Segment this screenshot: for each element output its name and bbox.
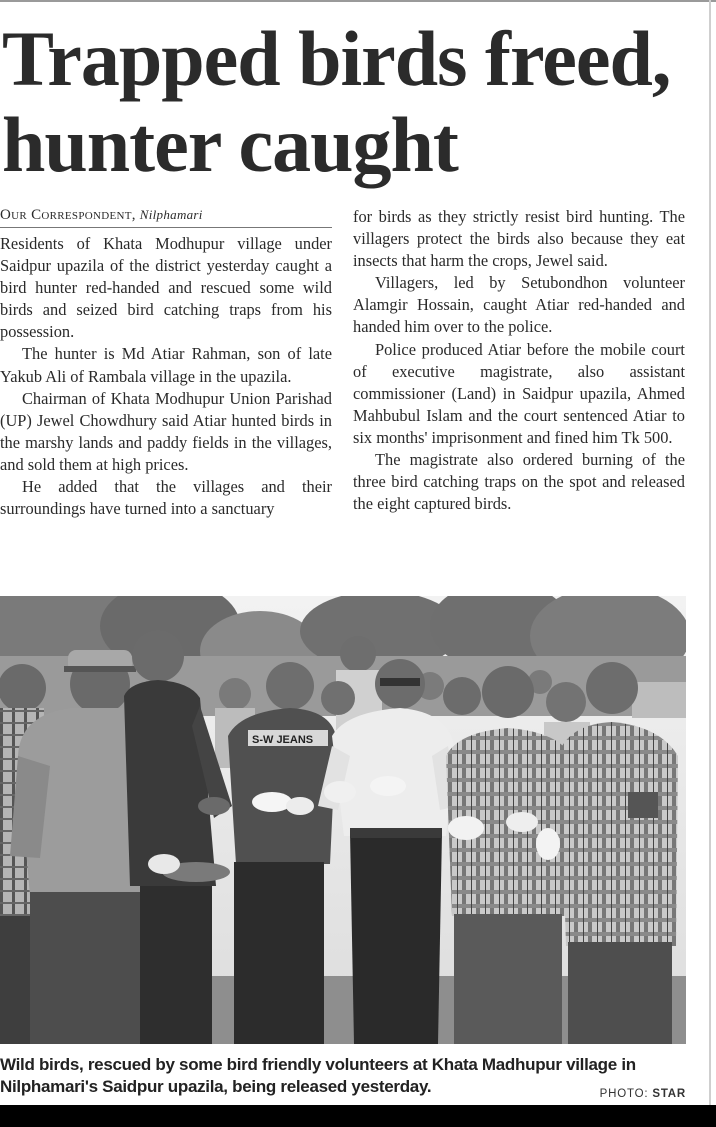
article-column-right (353, 206, 685, 515)
photo-credit (600, 1088, 686, 1100)
paragraph: He added that the villages and their surroundings have turned into a sanctuary (0, 477, 332, 519)
headline (2, 16, 707, 188)
photo-credit-label: PHOTO: (599, 1088, 649, 1100)
paragraph: Residents of Khata Modhupur village under Saidpur upazila of the district yesterday caught a bird hunter red-handed and rescued some wild birds and seized bird catching traps from his possession. (0, 234, 332, 342)
paragraph: The magistrate also ordered burning of the three bird catching traps on the spot and released the eight captured birds. (353, 450, 685, 514)
byline-author: Our Correspondent, (0, 207, 136, 223)
shirt-print: S-W JEANS (252, 734, 314, 746)
paragraph: The hunter is Md Atiar Rahman, son of late Yakub Ali of Rambala village in the upazila. (0, 344, 332, 386)
photo-illustration (0, 596, 686, 1044)
photo-credit-source: STAR (652, 1088, 686, 1100)
paragraph: Villagers, led by Setubondhon volunteer Alamgir Hossain, caught Atiar red-handed and handed him over to the police. (353, 273, 685, 337)
top-rule (0, 0, 716, 2)
paragraph: Chairman of Khata Modhupur Union Parishad (UP) Jewel Chowdhury said Atiar hunted birds in the marshy lands and paddy fields in the villages, and sold them at high prices. (0, 388, 332, 474)
byline-place: Nilphamari (139, 207, 203, 222)
news-photo (0, 596, 686, 1044)
article-column-left (0, 206, 332, 520)
bottom-bar (0, 1105, 716, 1127)
byline (0, 206, 332, 228)
headline-line-2: hunter caught (2, 101, 458, 188)
background-building (632, 682, 686, 718)
right-margin-rule (709, 0, 711, 1105)
photo-caption: Wild birds, rescued by some bird friendly volunteers at Khata Madhupur village in Nilphamari's Saidpur upazila, being released yesterday. (0, 1055, 636, 1096)
paragraph: for birds as they strictly resist bird hunting. The villagers protect the birds also because they eat insects that harm the crops, Jewel said. (353, 207, 685, 271)
headline-line-1: Trapped birds freed, (2, 15, 671, 102)
paragraph: Police produced Atiar before the mobile court of executive magistrate, also assistant commissioner (Land) in Saidpur upazila, Ahmed Mahbubul Islam and the court sentenced Atiar to six months' imprisonment and fined him Tk 500. (353, 339, 685, 447)
